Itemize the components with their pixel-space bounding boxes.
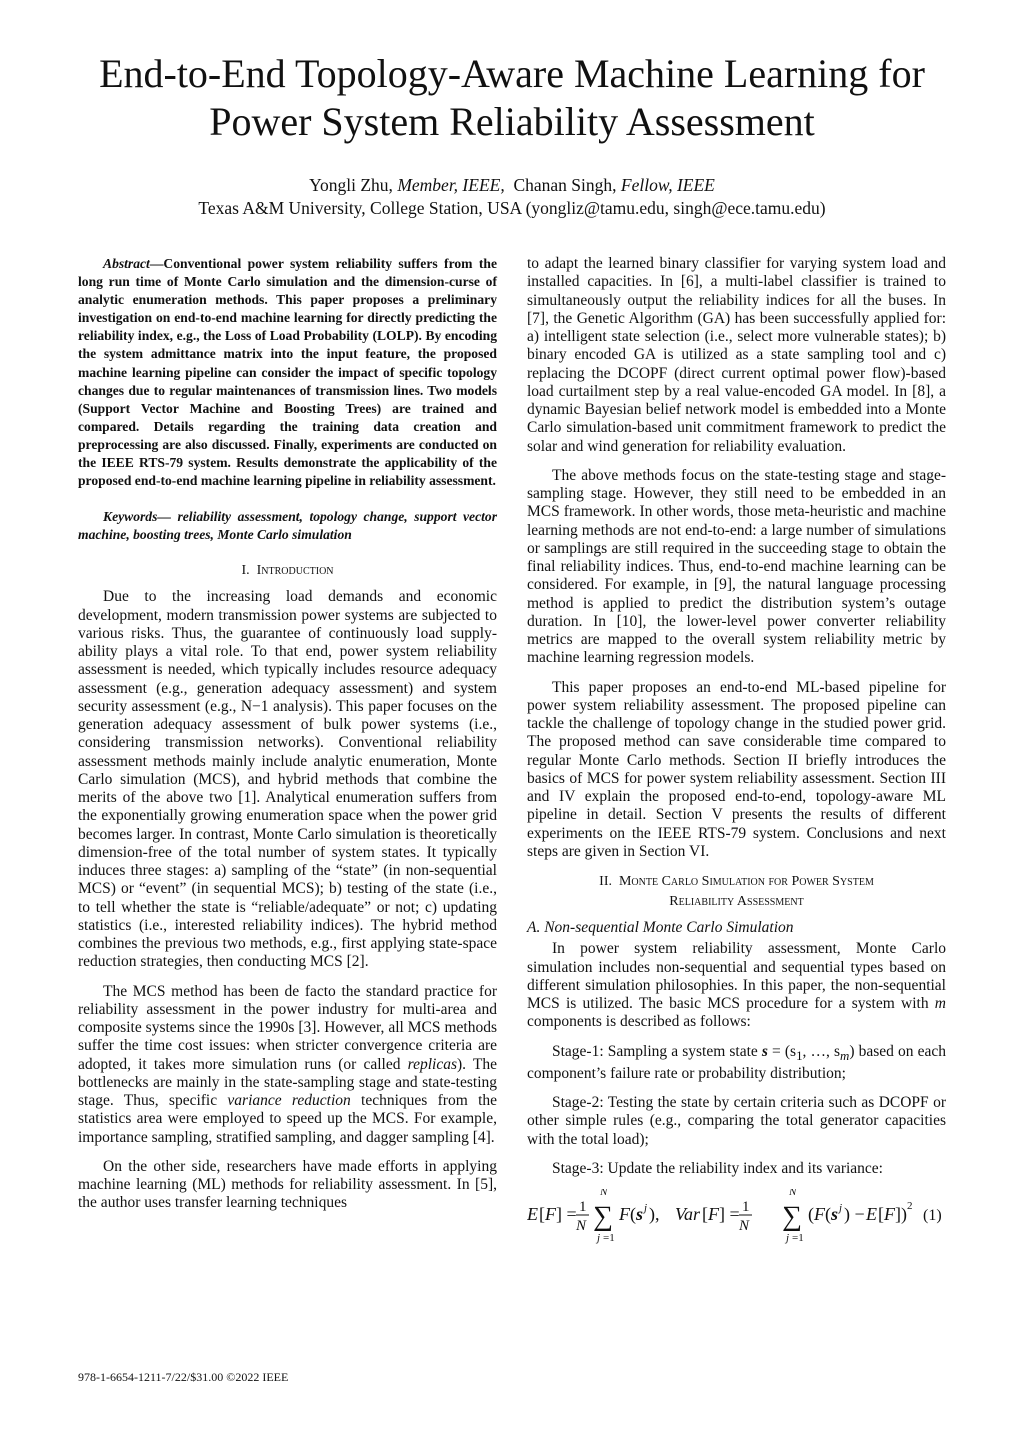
- copyright-footer: 978-1-6654-1211-7/22/$31.00 ©2022 IEEE: [78, 1370, 289, 1384]
- svg-text:(: (: [630, 1204, 636, 1225]
- svg-text:s: s: [831, 1204, 839, 1225]
- affiliation: Texas A&M University, College Station, USA (yongliz@tamu.edu, singh@ece.tamu.edu): [198, 198, 826, 218]
- stage-1-part-b: = (s: [767, 1042, 797, 1060]
- svg-text:),: ),: [649, 1204, 660, 1225]
- svg-text:F: F: [884, 1204, 895, 1225]
- section-2-heading: [527, 872, 946, 912]
- svg-text:j: j: [839, 1202, 843, 1215]
- section-1-title: Introduction: [256, 563, 334, 579]
- abstract: [78, 255, 497, 490]
- author-1-role: Member, IEEE,: [397, 175, 505, 195]
- author-1-name: Yongli Zhu,: [309, 175, 398, 195]
- mcs-paragraph-part-b: components is described as follows:: [527, 1013, 751, 1031]
- svg-text:N: N: [789, 1189, 797, 1199]
- svg-text:1: 1: [579, 1199, 587, 1216]
- intro-paragraph-4: The above methods focus on the state-testing stage and stage-sampling stage. However, they still need to be embedded in an MCS framework. In other words, those meta-heuristic and machine learning methods are not end-to-end: a large number of simulations or samplings are still required in the succeeding stage to obtain the final reliability indices. Thus, end-to-end machine learning can be considered. For example, in [9], the natural language processing method is applied to predict the distribution system’s outage duration. In [10], the lower-level power converter reliability metrics are mapped to the overall system reliability metric by machine learning regression models.: [527, 466, 946, 667]
- paper-title: [0, 50, 1024, 146]
- section-2-title-line-1: Monte Carlo Simulation for Power System: [618, 874, 874, 889]
- svg-text:[: [: [539, 1204, 545, 1225]
- svg-text:∑: ∑: [782, 1201, 802, 1233]
- equation-1: [527, 1189, 946, 1247]
- abstract-label: Abstract: [103, 256, 150, 271]
- svg-text:1: 1: [742, 1199, 750, 1216]
- svg-text:] =: ] =: [556, 1204, 577, 1225]
- intro-paragraph-5: This paper proposes an end-to-end ML-based pipeline for power system reliability assessment. The proposed pipeline can tackle the challenge of topology change in the studied power grid. The proposed method can save considerable time compared to regular Monte Carlo methods. Section II briefly introduces the basics of MCS for power system reliability assessment. Section III and IV explain the proposed end-to-end, topology-aware ML pipeline in detail. Section V presents the results of different experiments on the IEEE RTS-79 system. Conclusions and next steps are given in Section VI.: [527, 678, 946, 860]
- svg-text:F: F: [545, 1204, 556, 1225]
- mcs-paragraph-part-a: In power system reliability assessment, Monte Carlo simulation includes non-sequential and sequential types based on different simulation philosophies. In this paper, the non-sequential MCS is utilized. The basic MCS procedure for a system with: [527, 940, 946, 1012]
- svg-text:F: F: [708, 1204, 719, 1225]
- svg-text:E: E: [866, 1204, 877, 1225]
- stage-1: [527, 1043, 946, 1084]
- author-2-name: Chanan Singh,: [513, 175, 621, 195]
- svg-text:s: s: [636, 1204, 644, 1225]
- equation-number: (1): [923, 1207, 942, 1225]
- author-2-role: Fellow, IEEE: [620, 175, 715, 195]
- svg-text:E: E: [527, 1204, 538, 1225]
- keywords-label: Keywords: [103, 509, 158, 525]
- svg-text:[: [: [702, 1204, 708, 1225]
- svg-text:N: N: [600, 1189, 608, 1199]
- svg-text:(: (: [808, 1204, 814, 1225]
- title-line-1: End-to-End Topology-Aware Machine Learning for: [99, 51, 925, 96]
- svg-text:[: [: [878, 1204, 884, 1225]
- intro-paragraph-2: [78, 983, 497, 1147]
- svg-text:j: j: [597, 1232, 601, 1245]
- section-1-heading: [78, 561, 497, 581]
- mcs-paragraph: [527, 940, 946, 1031]
- svg-text:N: N: [576, 1218, 587, 1235]
- svg-text:Var: Var: [675, 1204, 701, 1225]
- right-column: [527, 255, 946, 1247]
- intro-paragraph-3-continued: to adapt the learned binary classifier for varying system load and installed capacities. In [6], a multi-label classifier is trained to simultaneously output the reliability indices for all the buses. In [7], the Genetic Algorithm (GA) has been successfully applied for: a) intelligent state selection (i.e., select more vulnerable states); b) binary encoded GA is utilized as a state sampling tool and c) replacing the DCOPF (direct current optimal power flow)-based load curtailment step by a real value-encoded GA model. In [8], a dynamic Bayesian belief network model is embedded into a Monte Carlo simulation-based unit commitment framework to predict the solar and wind generation for reliability evaluation.: [527, 255, 946, 455]
- left-column: [78, 255, 497, 1224]
- svg-text:=1: =1: [603, 1232, 615, 1245]
- author-block: [0, 174, 1024, 220]
- stage-2: Stage-2: Testing the state by certain criteria such as DCOPF or other simple rules (e.g., comparing the total generator capacities with the total load);: [527, 1094, 946, 1148]
- variance-reduction-term: variance reduction: [227, 1092, 351, 1110]
- svg-text:∑: ∑: [593, 1201, 613, 1233]
- equation-1-graphic: [527, 1189, 946, 1247]
- subscript-m: m: [840, 1047, 850, 1063]
- subscript-1: 1: [796, 1047, 803, 1063]
- svg-text:j: j: [786, 1232, 790, 1245]
- svg-text:(: (: [825, 1204, 831, 1225]
- svg-text:j: j: [644, 1202, 648, 1215]
- section-2-number: II.: [599, 874, 612, 889]
- svg-text:]): ]): [895, 1204, 907, 1225]
- intro-paragraph-1: Due to the increasing load demands and economic development, modern transmission power systems are subjected to various risks. Thus, the guarantee of continuously load supply-ability plays a vital role. To that end, power system reliability assessment is needed, which typically includes resource adequacy assessment (e.g., generation adequacy assessment) and system security assessment (e.g., N−1 analysis). This paper focuses on the generation adequacy assessment of bulk power systems (i.e., considering transmission networks). Conventional reliability assessment methods mainly include analytic enumeration, Monte Carlo simulation (MCS), and hybrid methods that combine the merits of the above two [1]. Analytical enumeration suffers from the exponentially growing enumeration space when the power grid becomes larger. In contrast, Monte Carlo simulation is theoretically dimension-free of the total number of system states. It typically induces three stages: a) sampling of the “state” (in non-sequential MCS) or “event” (in sequential MCS); b) testing of the state (i.e., to tell whether the state is “reliable/adequate” or not; c) updating statistics (i.e., interested reliability indices). The hybrid method combines the previous two methods, e.g., first applying state-space reduction strategies, then conducting MCS [2].: [78, 588, 497, 971]
- stage-1-part-c: , …, s: [802, 1042, 841, 1060]
- section-2-title-line-2: Reliability Assessment: [669, 894, 804, 909]
- intro-paragraph-2-part-c: techniques from the statistics area were employed to speed up the MCS. For example, importance sampling, stratified sampling, and dagger sampling [4].: [78, 1092, 497, 1146]
- intro-paragraph-2-part-b: ). The bottlenecks are mainly in the state-sampling stage and state-testing stage. Thus, specific: [78, 1055, 497, 1110]
- svg-text:F: F: [814, 1204, 825, 1225]
- keywords-text: — reliability assessment, topology change, support vector machine, boosting trees, Monte Carlo simulation: [78, 509, 497, 543]
- keywords: [78, 508, 497, 544]
- stage-1-part-a: Stage-1: Sampling a system state: [552, 1042, 762, 1060]
- svg-text:F: F: [619, 1204, 630, 1225]
- svg-text:=1: =1: [792, 1232, 804, 1245]
- title-line-2: Power System Reliability Assessment: [209, 99, 815, 144]
- subsection-a-heading: A. Non-sequential Monte Carlo Simulation: [527, 919, 794, 936]
- svg-text:] =: ] =: [719, 1204, 740, 1225]
- intro-paragraph-3: On the other side, researchers have made efforts in applying machine learning (ML) methods for reliability assessment. In [5], the author uses transfer learning techniques: [78, 1157, 497, 1212]
- state-vector-s: s: [761, 1042, 768, 1060]
- abstract-text: —Conventional power system reliability suffers from the long run time of Monte Carlo simulation and the dimension-curse of analytic enumeration methods. This paper proposes a preliminary investigation on end-to-end machine learning for directly predicting the reliability index, e.g., the Loss of Load Probability (LOLP). By encoding the system admittance matrix into the input feature, the proposed machine learning pipeline can consider the impact of specific topology changes due to regular maintenances of transmission lines. Two models (Support Vector Machine and Boosting Trees) are trained and compared. Details regarding the training data creation and preprocessing are also discussed. Finally, experiments are conducted on the IEEE RTS-79 system. Results demonstrate the applicability of the proposed end-to-end machine learning pipeline in reliability assessment.: [78, 256, 497, 489]
- stage-1-part-d: ) based on each component’s failure rate or probability distribution;: [527, 1042, 946, 1082]
- stage-3: Stage-3: Update the reliability index and its variance:: [552, 1159, 883, 1177]
- author-names: [0, 174, 1024, 197]
- svg-text:N: N: [739, 1218, 750, 1235]
- intro-paragraph-2-part-a: The MCS method has been de facto the standard practice for reliability assessment in the power industry for multi-area and composite systems since the 1990s [3]. However, all MCS methods suffer the time cost issues: when stricter convergence criteria are adopted, it takes more simulation runs (or called: [78, 982, 497, 1073]
- replicas-term: replicas: [407, 1055, 457, 1073]
- svg-text:2: 2: [907, 1200, 913, 1213]
- svg-text:) −: ) −: [844, 1204, 865, 1225]
- section-1-number: I.: [241, 563, 250, 579]
- m-variable: m: [934, 995, 946, 1012]
